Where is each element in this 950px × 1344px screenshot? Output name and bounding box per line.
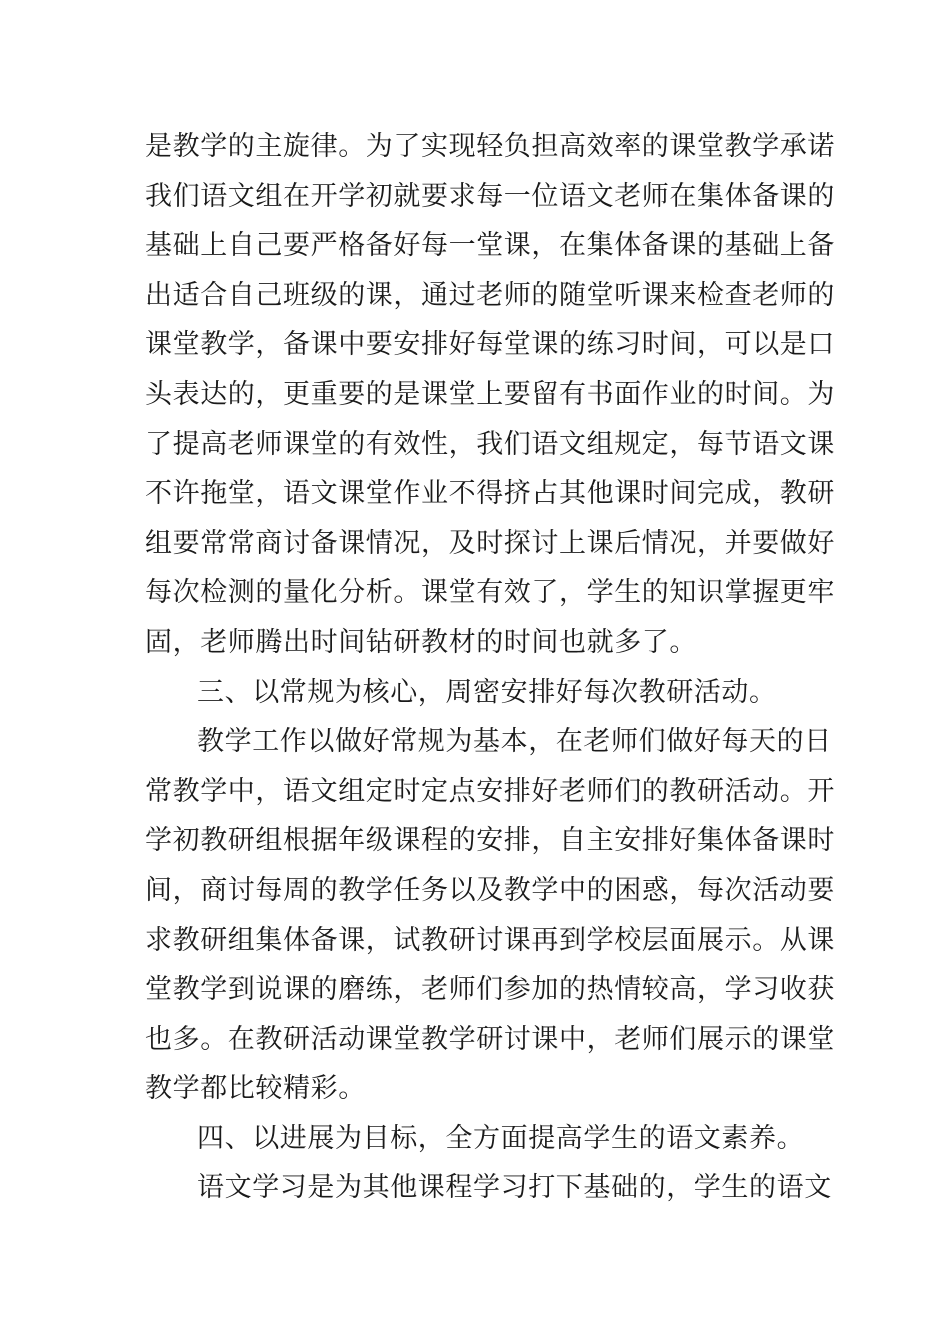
text-line: 出适合自己班级的课，通过老师的随堂听课来检查老师的 [145, 279, 835, 311]
text-line: 固，老师腾出时间钻研教材的时间也就多了。 [145, 626, 697, 658]
text-line: 教学都比较精彩。 [145, 1073, 366, 1105]
text-line: 头表达的，更重要的是课堂上要留有书面作业的时间。为 [145, 378, 835, 410]
text-line: 求教研组集体备课，试教研讨课再到学校层面展示。从课 [145, 924, 835, 956]
text-line: 了提高老师课堂的有效性，我们语文组规定，每节语文课 [145, 428, 835, 460]
text-line: 不许拖堂，语文课堂作业不得挤占其他课时间完成，教研 [145, 478, 835, 510]
text-line: 组要常常商讨备课情况，及时探讨上课后情况，并要做好 [145, 527, 835, 559]
text-line: 间，商讨每周的教学任务以及教学中的困惑，每次活动要 [145, 874, 835, 906]
text-line: 也多。在教研活动课堂教学研讨课中，老师们展示的课堂 [145, 1023, 835, 1055]
text-line: 堂教学到说课的磨练，老师们参加的热情较高，学习收获 [145, 974, 835, 1006]
text-line: 每次检测的量化分析。课堂有效了，学生的知识掌握更牢 [145, 577, 835, 609]
paragraph-start: 教学工作以做好常规为基本，在老师们做好每天的日 [197, 726, 832, 758]
body-text [145, 122, 835, 1213]
text-line: 学初教研组根据年级课程的安排，自主安排好集体备课时 [145, 825, 835, 857]
text-line: 是教学的主旋律。为了实现轻负担高效率的课堂教学承诺 [145, 131, 835, 162]
text-line: 常教学中，语文组定时定点安排好老师们的教研活动。开 [145, 775, 835, 807]
paragraph-start: 语文学习是为其他课程学习打下基础的，学生的语文 [197, 1172, 832, 1204]
section-heading-4: 四、以进展为目标，全方面提高学生的语文素养。 [197, 1122, 805, 1154]
section-heading-3: 三、以常规为核心，周密安排好每次教研活动。 [197, 676, 777, 708]
text-line: 课堂教学，备课中要安排好每堂课的练习时间，可以是口 [145, 329, 835, 361]
text-line: 基础上自己要严格备好每一堂课，在集体备课的基础上备 [145, 230, 835, 262]
text-line: 我们语文组在开学初就要求每一位语文老师在集体备课的 [145, 180, 835, 212]
